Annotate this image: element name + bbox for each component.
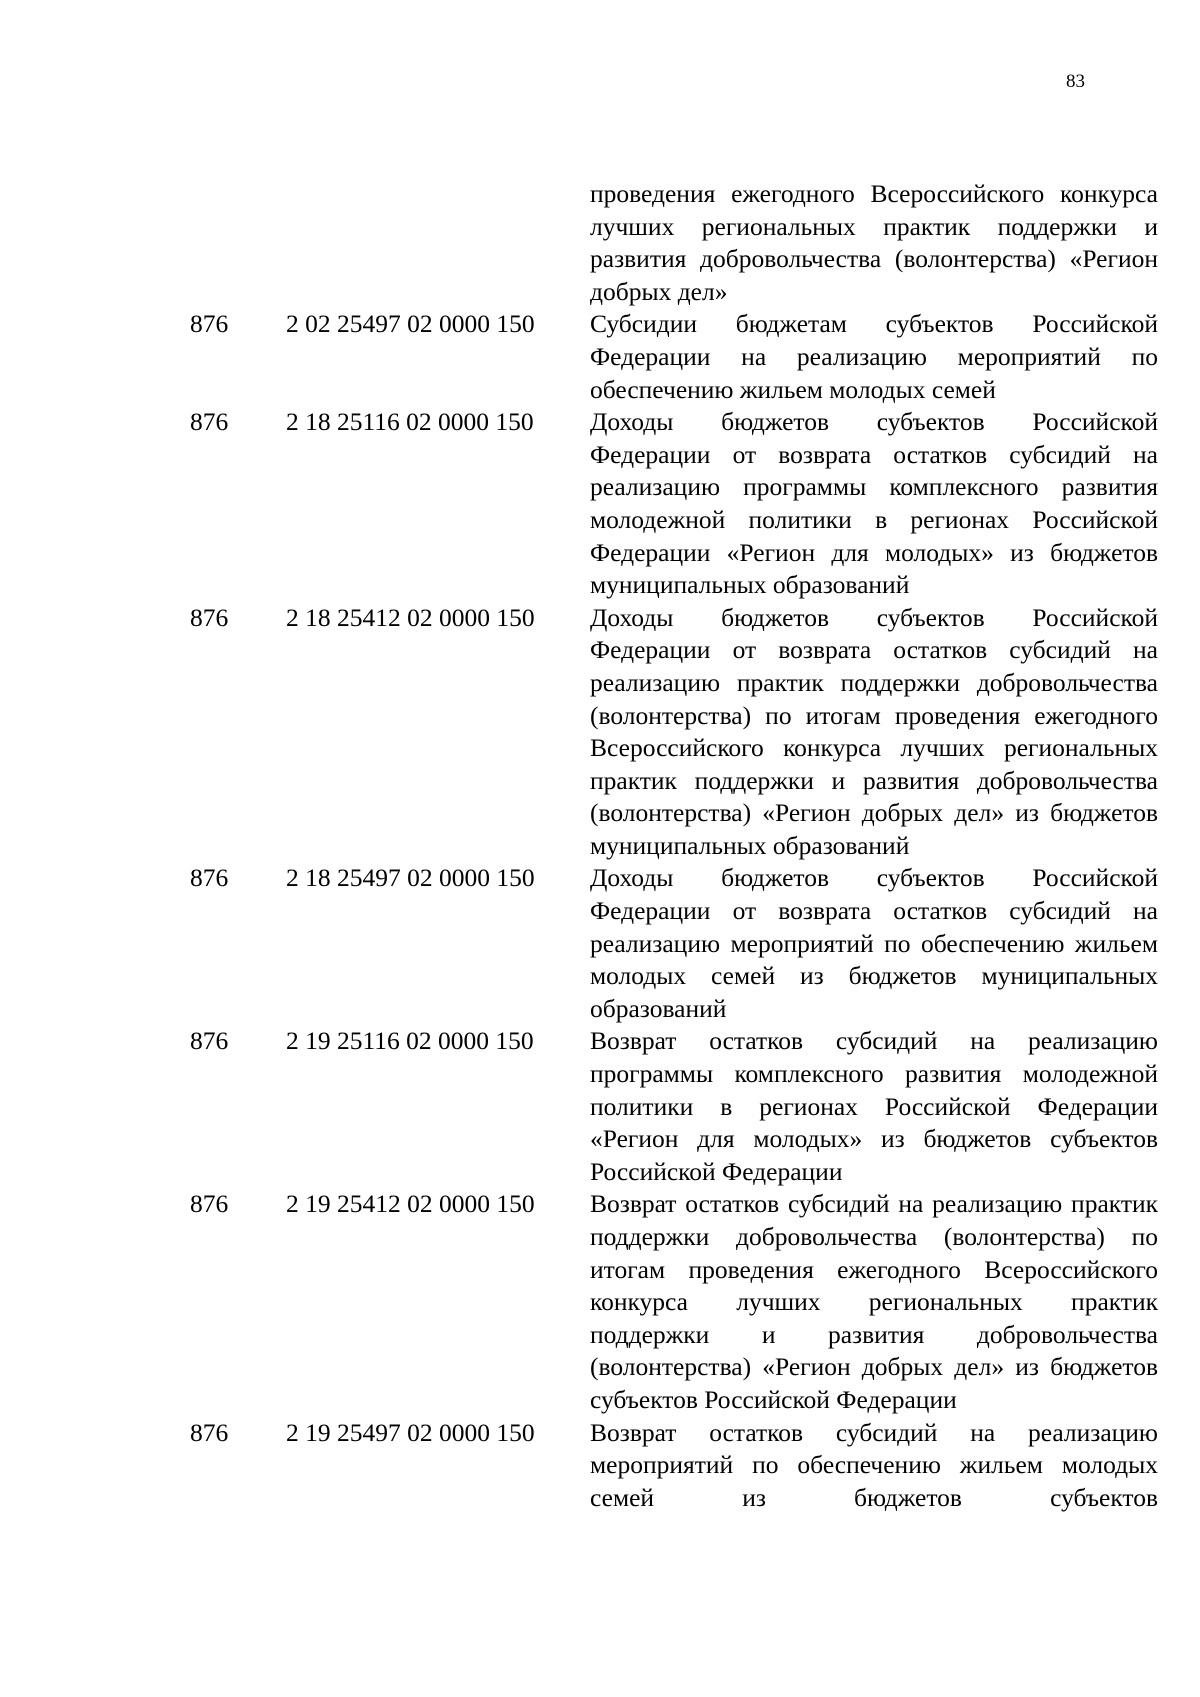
table-row bbox=[0, 1188, 1200, 1416]
admin-code-cell: 876 bbox=[190, 1417, 229, 1447]
table-row bbox=[0, 1025, 1200, 1188]
budget-code-cell: 2 18 25412 02 0000 150 bbox=[286, 602, 535, 632]
description-cell: Доходы бюджетов субъектов Российской Федерации от возврата остатков субсидий на реализацию мероприятий по обеспечению жильем молодых семей из бюджетов муниципальных образований bbox=[590, 863, 1158, 1023]
table-row bbox=[0, 406, 1200, 602]
admin-code-cell: 876 bbox=[190, 1026, 229, 1056]
budget-code-cell: 2 19 25497 02 0000 150 bbox=[286, 1417, 535, 1447]
table-row bbox=[0, 862, 1200, 1025]
table-row bbox=[0, 178, 1200, 308]
admin-code-cell: 876 bbox=[190, 863, 229, 893]
description-cell: Возврат остатков субсидий на реализацию практик поддержки добровольчества (волонтерства) по итогам проведения ежегодного Всероссийского конкурса лучших региональных практик поддержки и развития добровольчества (волонтерства) «Регион добрых дел» из бюджетов субъектов Российской Федерации bbox=[590, 1189, 1158, 1414]
revenue-codes-table bbox=[0, 178, 1200, 1514]
budget-code-cell: 2 02 25497 02 0000 150 bbox=[286, 309, 535, 339]
admin-code-cell: 876 bbox=[190, 1189, 229, 1219]
page-number: 83 bbox=[1066, 71, 1085, 92]
description-cell: Возврат остатков субсидий на реализацию программы комплексного развития молодежной политики в регионах Российской Федерации «Регион для молодых» из бюджетов субъектов Российской Федерации bbox=[590, 1026, 1158, 1186]
description-cell: Доходы бюджетов субъектов Российской Федерации от возврата остатков субсидий на реализацию практик поддержки добровольчества (волонтерства) по итогам проведения ежегодного Всероссийского конкурса лучших региональных практик поддержки и развития добровольчества (волонтерства) «Регион добрых дел» из бюджетов муниципальных образований bbox=[590, 602, 1158, 860]
description-cell: проведения ежегодного Всероссийского конкурса лучших региональных практик поддержки и развития добровольчества (волонтерства) «Регион добрых дел» bbox=[590, 179, 1158, 306]
budget-code-cell: 2 19 25116 02 0000 150 bbox=[286, 1026, 534, 1056]
budget-code-cell: 2 19 25412 02 0000 150 bbox=[286, 1189, 535, 1219]
description-cell: Субсидии бюджетам субъектов Российской Федерации на реализацию мероприятий по обеспечению жильем молодых семей bbox=[590, 309, 1158, 404]
admin-code-cell: 876 bbox=[190, 407, 229, 437]
admin-code-cell: 876 bbox=[190, 602, 229, 632]
table-row bbox=[0, 602, 1200, 863]
description-cell: Возврат остатков субсидий на реализацию мероприятий по обеспечению жильем молодых семей из бюджетов субъектов bbox=[590, 1417, 1158, 1512]
table-row bbox=[0, 308, 1200, 406]
budget-code-cell: 2 18 25116 02 0000 150 bbox=[286, 407, 534, 437]
admin-code-cell: 876 bbox=[190, 309, 229, 339]
table-row bbox=[0, 1417, 1200, 1515]
description-cell: Доходы бюджетов субъектов Российской Федерации от возврата остатков субсидий на реализацию программы комплексного развития молодежной политики в регионах Российской Федерации «Регион для молодых» из бюджетов муниципальных образований bbox=[590, 407, 1158, 600]
budget-code-cell: 2 18 25497 02 0000 150 bbox=[286, 863, 535, 893]
